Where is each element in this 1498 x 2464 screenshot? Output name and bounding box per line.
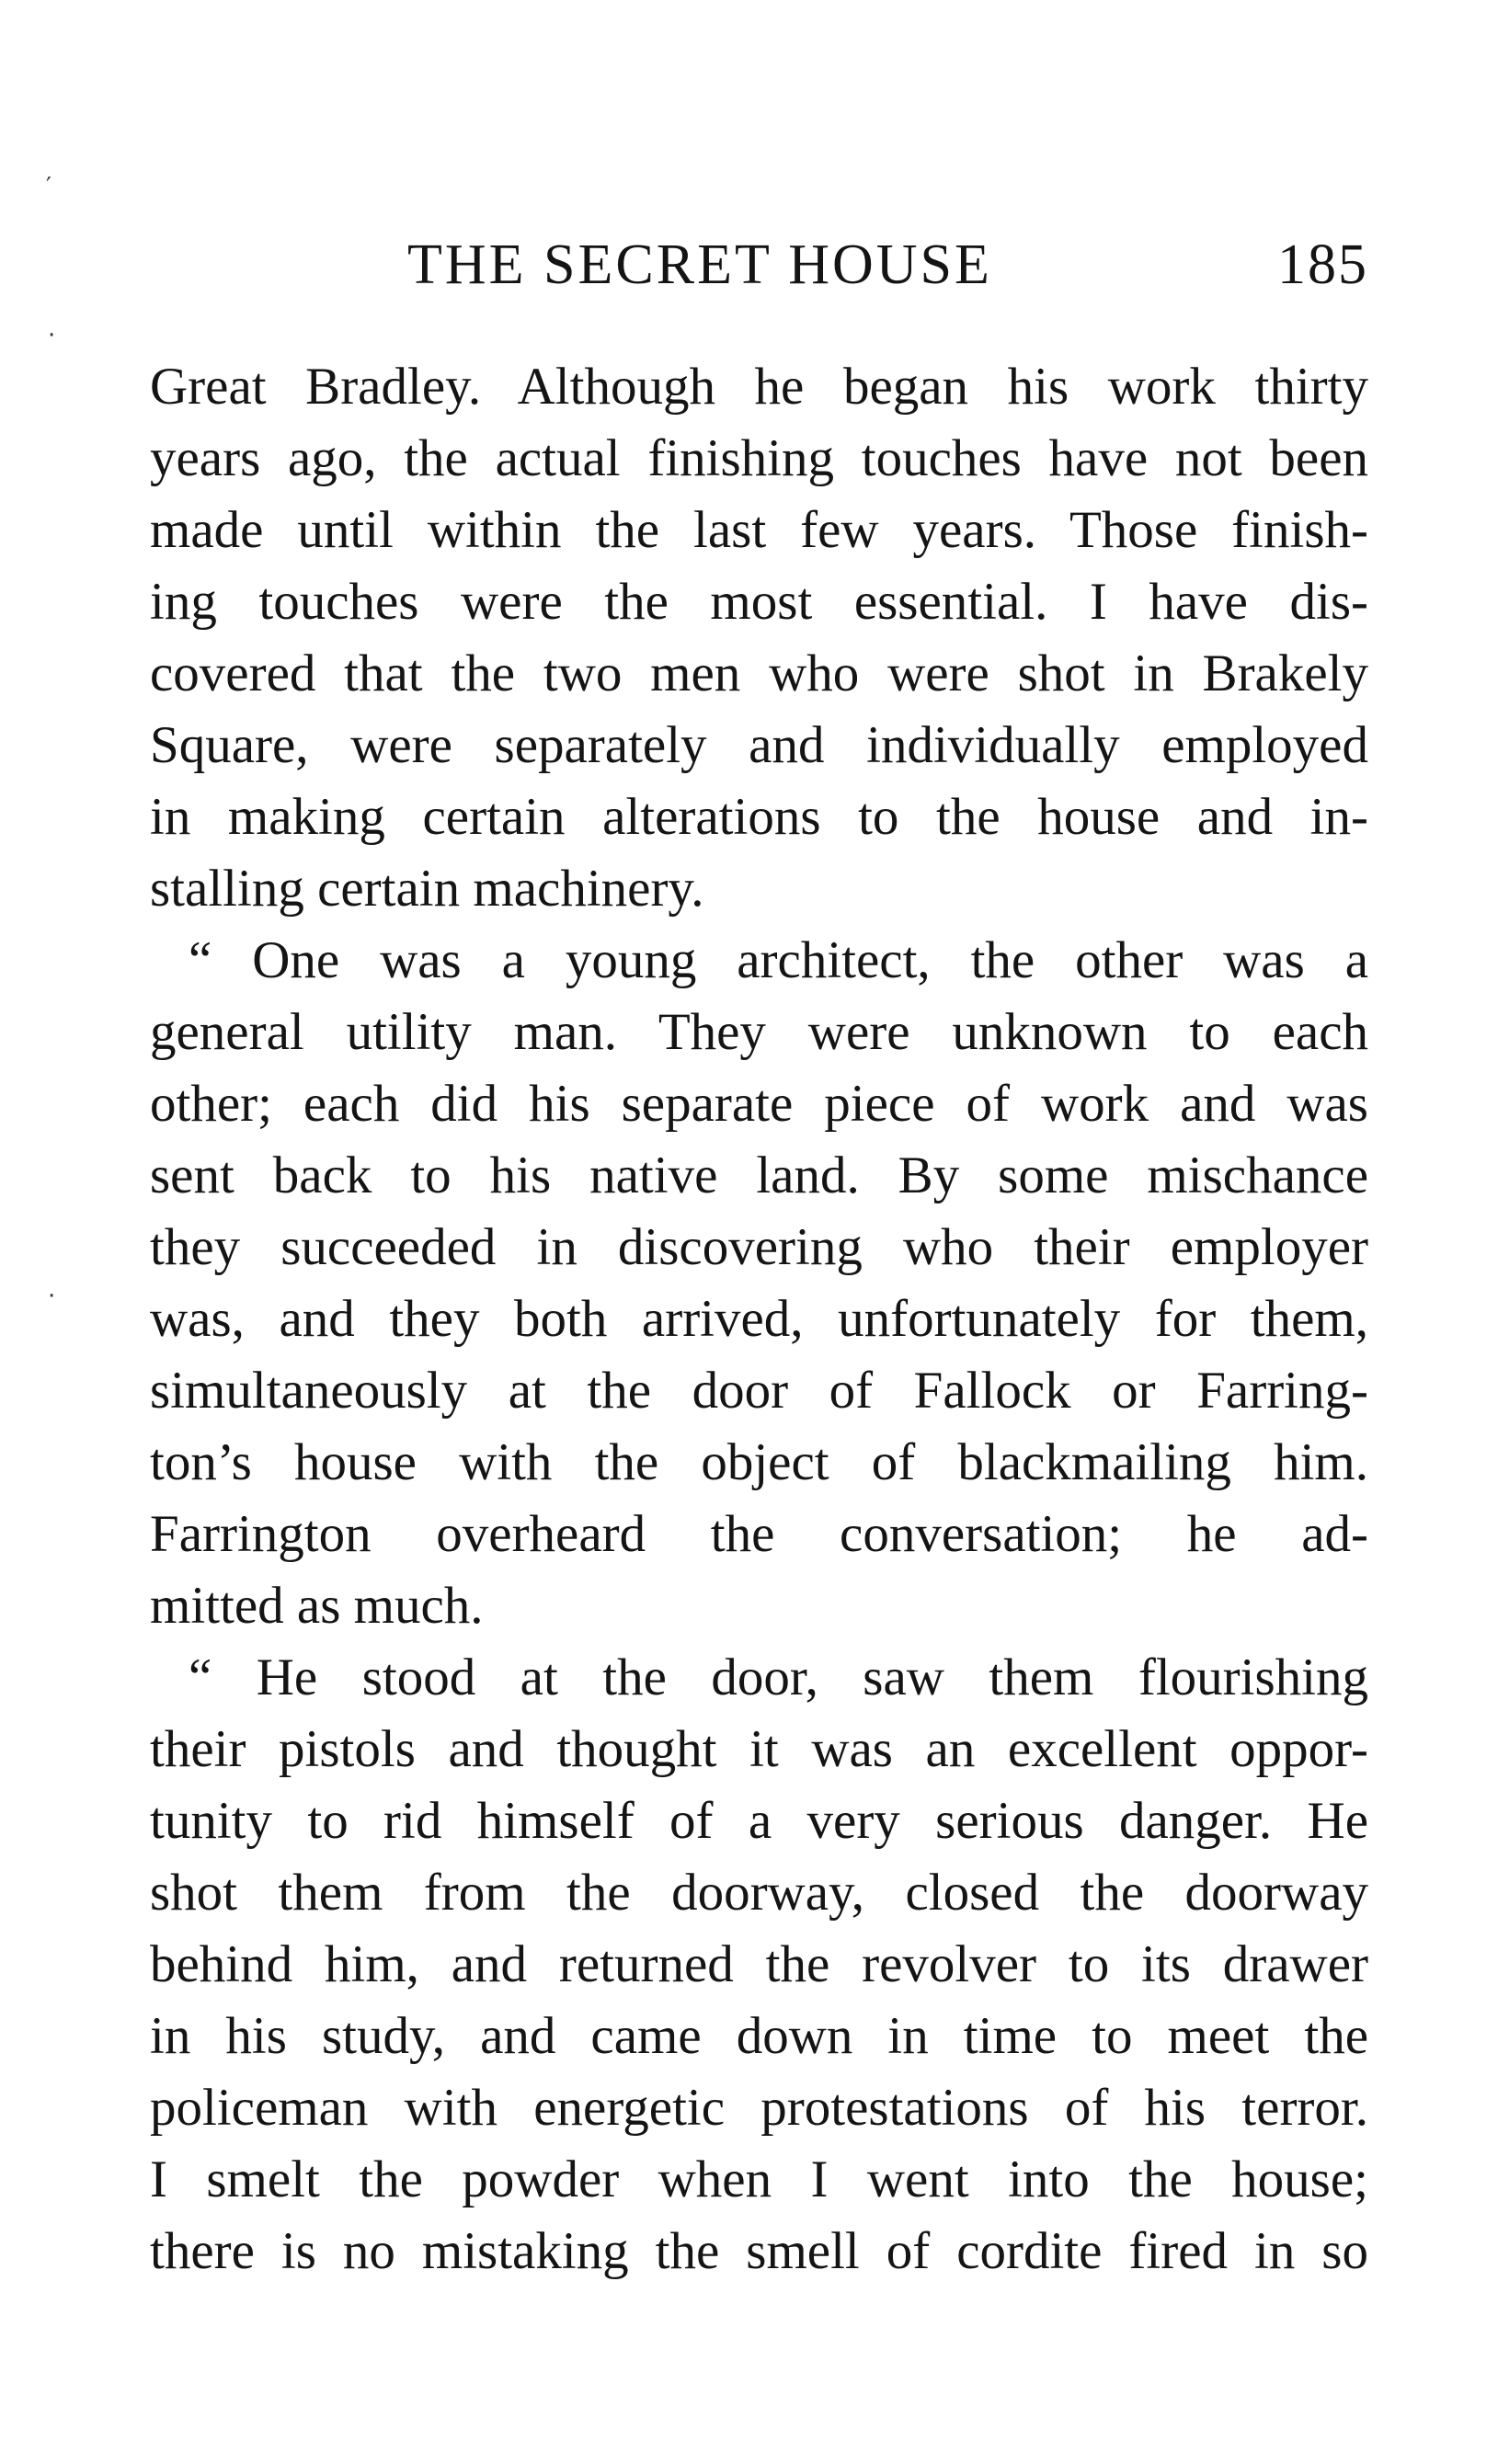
text-line: other; each did his separate piece of work and was <box>150 1075 1368 1133</box>
text-line: in his study, and came down in time to meet the <box>150 2007 1368 2065</box>
text-line: ton’s house with the object of blackmailing him. <box>150 1433 1368 1491</box>
text-line: made until within the last few years. Those finish- <box>150 501 1368 559</box>
text-line: I smelt the powder when I went into the house; <box>150 2150 1368 2208</box>
text-line: tunity to rid himself of a very serious danger. He <box>150 1792 1368 1850</box>
text-line: ing touches were the most essential. I have dis- <box>150 573 1368 631</box>
text-line: simultaneously at the door of Fallock or Farring- <box>150 1362 1368 1420</box>
text-line: was, and they both arrived, unfortunately for them, <box>150 1290 1368 1348</box>
text-line: Great Bradley. Although he began his work thirty <box>150 358 1368 416</box>
text-line: Farrington overheard the conversation; he ad- <box>150 1505 1368 1563</box>
text-line: shot them from the doorway, closed the doorway <box>150 1864 1368 1922</box>
text-line: stalling certain machinery. <box>150 860 704 918</box>
margin-speck: ′ <box>46 173 51 200</box>
text-line: their pistols and thought it was an excellent oppor- <box>150 1720 1368 1778</box>
text-line: behind him, and returned the revolver to its drawer <box>150 1935 1368 1993</box>
text-line: there is no mistaking the smell of cordite fired in so <box>150 2222 1368 2280</box>
text-line: mitted as much. <box>150 1577 484 1635</box>
margin-speck: · <box>48 1283 56 1310</box>
body-text <box>150 351 1368 2287</box>
page-number: 185 <box>1277 234 1368 296</box>
text-line: sent back to his native land. By some mischance <box>150 1146 1368 1204</box>
text-line: “ He stood at the door, saw them flourishing <box>189 1648 1368 1706</box>
text-line: covered that the two men who were shot in Brakely <box>150 645 1368 702</box>
text-line: policeman with energetic protestations of his terror. <box>150 2079 1368 2137</box>
text-line: years ago, the actual finishing touches have not been <box>150 429 1368 487</box>
text-line: Square, were separately and individually employed <box>150 716 1368 774</box>
text-line: general utility man. They were unknown to each <box>150 1003 1368 1061</box>
text-line: they succeeded in discovering who their employer <box>150 1218 1368 1276</box>
running-head <box>150 228 1368 302</box>
text-line: in making certain alterations to the house and in- <box>150 788 1368 846</box>
margin-speck: · <box>48 322 56 349</box>
running-title: THE SECRET HOUSE <box>407 234 992 296</box>
text-line: “ One was a young architect, the other was a <box>189 931 1368 989</box>
